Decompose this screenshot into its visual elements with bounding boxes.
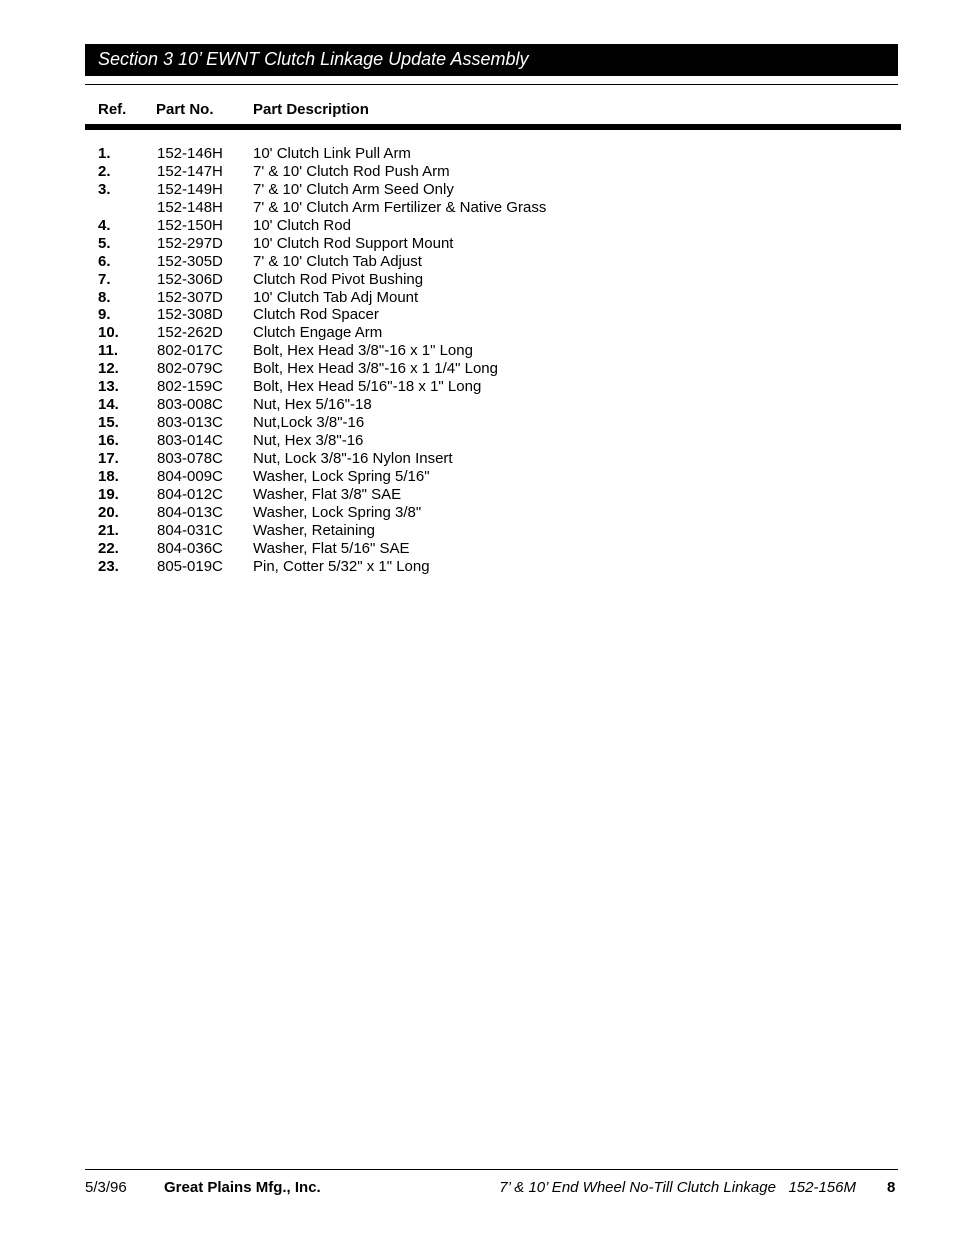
part-ref: 11. [98, 342, 119, 360]
part-number: 152-146H [157, 145, 223, 162]
part-number: 804-012C [157, 485, 223, 503]
part-description: Washer, Flat 3/8" SAE [253, 485, 402, 503]
table-row [0, 199, 954, 217]
part-description: Washer, Flat 5/16" SAE [253, 539, 410, 557]
part-number: 152-262D [157, 324, 223, 342]
part-number: 152-149H [157, 180, 223, 198]
part-description: Nut,Lock 3/8"-16 [253, 414, 365, 432]
part-number: 804-009C [157, 467, 223, 485]
part-ref: 22. [98, 539, 119, 557]
part-ref: 14. [98, 396, 119, 414]
part-number: 152-305D [157, 252, 223, 270]
part-number: 152-147H [157, 162, 223, 180]
part-number: 152-297D [157, 234, 223, 252]
table-row [0, 432, 954, 450]
footer-divider [85, 1169, 898, 1170]
table-row [0, 360, 954, 378]
table-row [0, 163, 954, 181]
table-row [0, 486, 954, 504]
column-header-ref: Ref. [98, 101, 127, 118]
part-number: 152-308D [157, 306, 223, 324]
part-number: 803-078C [157, 449, 223, 467]
part-number: 804-036C [157, 539, 223, 557]
footer-date: 5/3/96 [85, 1179, 127, 1196]
part-number: 803-008C [157, 396, 223, 414]
table-row [0, 414, 954, 432]
part-ref: 2. [98, 162, 111, 180]
part-number: 805-019C [157, 557, 223, 575]
part-number: 803-014C [157, 432, 223, 449]
column-header-description: Part Description [253, 101, 369, 118]
part-number: 804-031C [157, 521, 223, 539]
page-number: 8 [887, 1179, 896, 1196]
part-description: Bolt, Hex Head 3/8"-16 x 1" Long [253, 342, 473, 360]
table-row [0, 450, 954, 468]
part-ref: 9. [98, 306, 111, 324]
part-description: Nut, Hex 5/16"-18 [253, 396, 372, 414]
part-description: 10' Clutch Link Pull Arm [253, 145, 411, 162]
table-row [0, 324, 954, 342]
part-description: Washer, Lock Spring 3/8" [253, 503, 422, 521]
part-description: 7' & 10' Clutch Arm Fertilizer & Native Grass [253, 198, 547, 216]
part-number: 152-307D [157, 288, 223, 306]
part-ref: 12. [98, 360, 119, 378]
table-header-rule [85, 124, 901, 130]
part-description: 7' & 10' Clutch Tab Adjust [253, 252, 422, 270]
table-row [0, 504, 954, 522]
table-row [0, 181, 954, 199]
part-ref: 8. [98, 288, 111, 306]
part-description: Clutch Rod Spacer [253, 306, 379, 324]
table-row [0, 558, 954, 576]
footer-doc-title: 7’ & 10’ End Wheel No-Till Clutch Linkage 152-156M [499, 1179, 856, 1196]
part-description: 7' & 10' Clutch Rod Push Arm [253, 162, 450, 180]
part-description: 7' & 10' Clutch Arm Seed Only [253, 180, 454, 198]
table-row [0, 468, 954, 486]
part-description: Washer, Retaining [253, 521, 376, 539]
part-number: 802-079C [157, 360, 223, 378]
part-description: Nut, Hex 3/8"-16 [253, 432, 364, 449]
section-title: Section 3 10’ EWNT Clutch Linkage Update Assembly [85, 44, 898, 76]
part-ref: 16. [98, 432, 119, 449]
part-description: Clutch Engage Arm [253, 324, 383, 342]
part-ref: 15. [98, 414, 119, 432]
parts-list [0, 145, 954, 576]
part-ref: 5. [98, 234, 111, 252]
table-row [0, 378, 954, 396]
table-row [0, 253, 954, 271]
part-number: 804-013C [157, 503, 223, 521]
table-row [0, 396, 954, 414]
table-row [0, 306, 954, 324]
part-ref: 23. [98, 557, 119, 575]
part-number: 802-159C [157, 378, 223, 396]
part-description: Bolt, Hex Head 5/16"-18 x 1" Long [253, 378, 482, 396]
footer-company: Great Plains Mfg., Inc. [164, 1179, 321, 1196]
table-row [0, 289, 954, 307]
table-row [0, 271, 954, 289]
part-ref: 3. [98, 180, 111, 198]
part-ref: 10. [98, 324, 119, 342]
part-number: 152-150H [157, 216, 223, 234]
part-ref: 20. [98, 503, 119, 521]
part-description: 10' Clutch Tab Adj Mount [253, 288, 419, 306]
column-header-part-no: Part No. [156, 101, 214, 118]
part-description: 10' Clutch Rod [253, 216, 351, 234]
part-number: 152-306D [157, 270, 223, 288]
part-description: Washer, Lock Spring 5/16" [253, 467, 430, 485]
part-ref: 6. [98, 252, 111, 270]
part-number: 803-013C [157, 414, 223, 432]
part-number: 152-148H [157, 198, 223, 216]
part-description: Clutch Rod Pivot Bushing [253, 270, 424, 288]
part-ref: 18. [98, 467, 119, 485]
table-row [0, 540, 954, 558]
part-ref: 4. [98, 216, 111, 234]
part-ref: 21. [98, 521, 119, 539]
table-row [0, 235, 954, 253]
part-ref: 13. [98, 378, 119, 396]
table-row [0, 522, 954, 540]
part-description: Nut, Lock 3/8"-16 Nylon Insert [253, 449, 453, 467]
part-ref: 19. [98, 485, 119, 503]
header-divider [85, 84, 898, 85]
part-description: Bolt, Hex Head 3/8"-16 x 1 1/4" Long [253, 360, 498, 378]
table-row [0, 217, 954, 235]
table-row [0, 145, 954, 163]
part-ref: 1. [98, 145, 111, 162]
part-description: 10' Clutch Rod Support Mount [253, 234, 454, 252]
part-number: 802-017C [157, 342, 223, 360]
table-row [0, 342, 954, 360]
part-ref: 17. [98, 449, 119, 467]
part-ref: 7. [98, 270, 111, 288]
part-description: Pin, Cotter 5/32" x 1" Long [253, 557, 430, 575]
